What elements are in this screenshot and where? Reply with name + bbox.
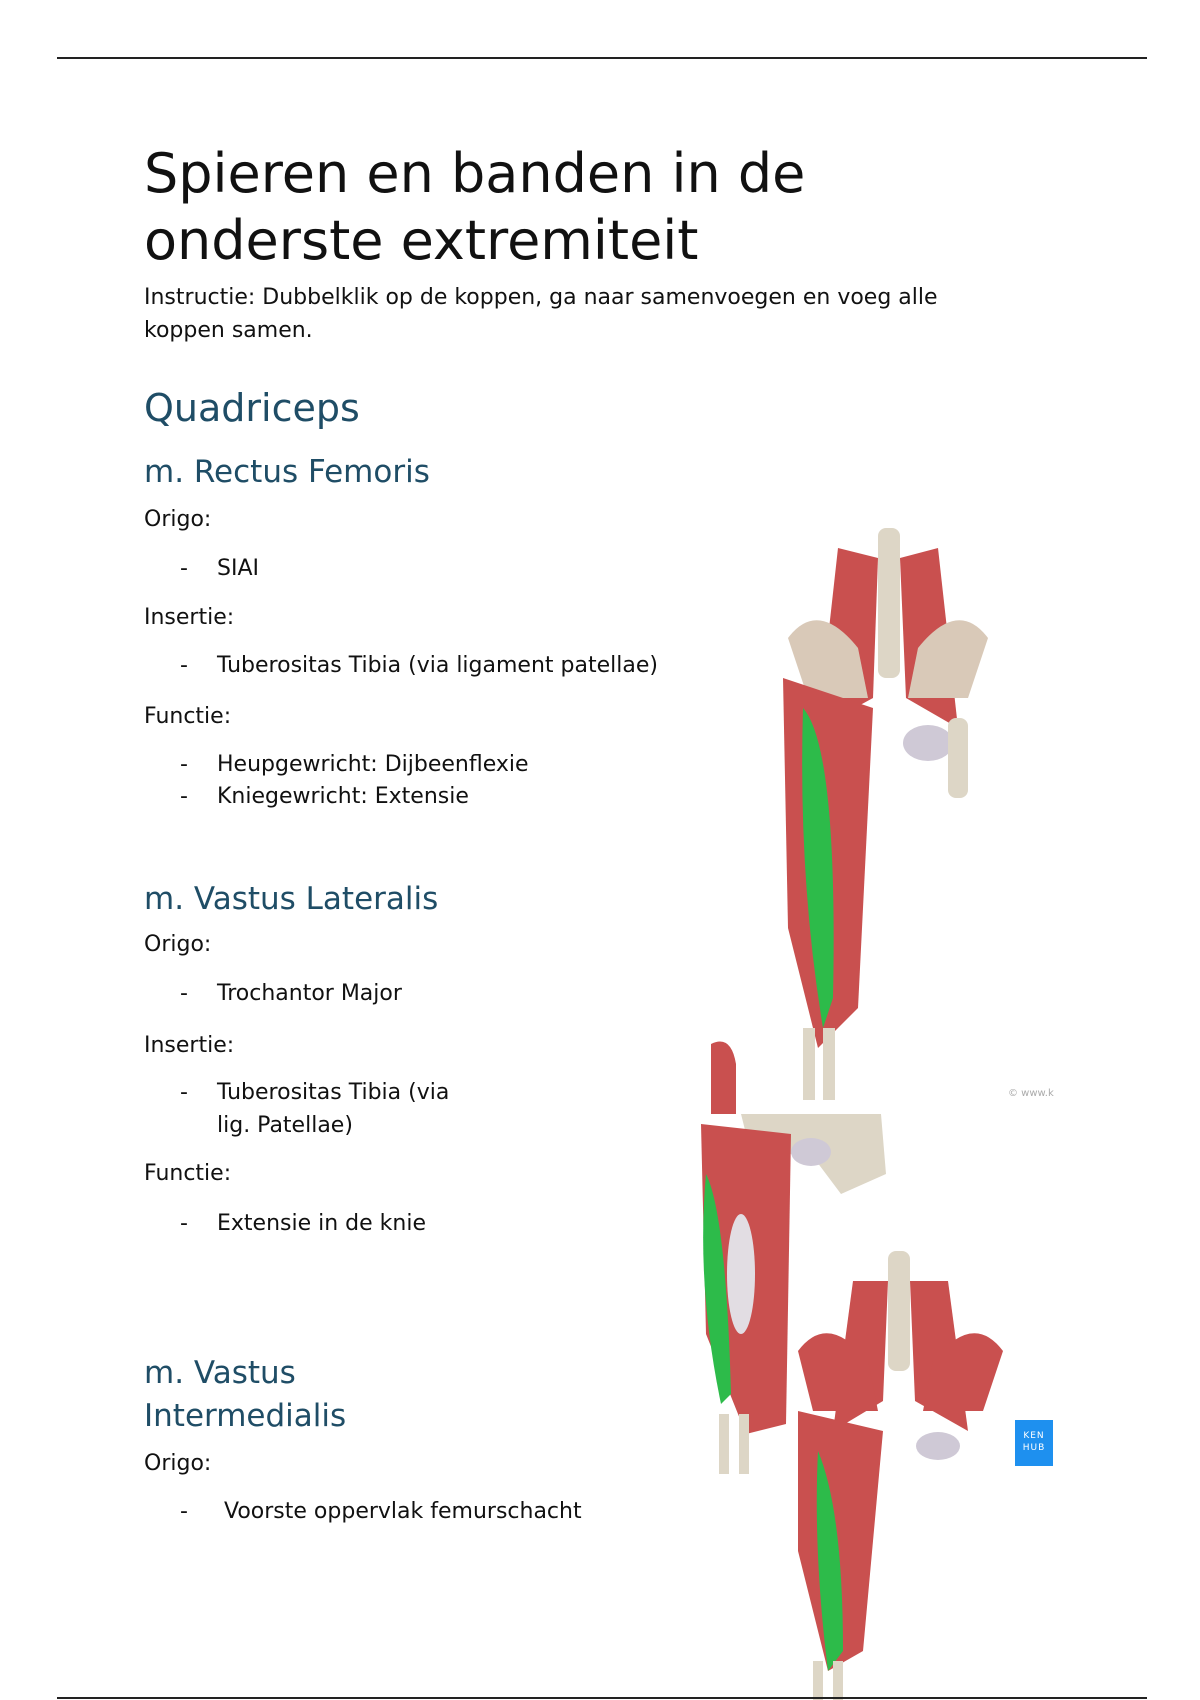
muscle: [711, 1042, 736, 1115]
insertie-item: Tuberositas Tibia (via: [217, 1080, 450, 1105]
bullet-dash: -: [180, 1499, 188, 1524]
insertie-item: Tuberositas Tibia (via ligament patellae): [217, 653, 658, 678]
insertie-label: Insertie:: [144, 1033, 235, 1058]
origo-item: Voorste oppervlak femurschacht: [224, 1499, 582, 1524]
functie-label: Functie:: [144, 1161, 232, 1186]
heading-vastus-lateralis[interactable]: m. Vastus Lateralis: [144, 881, 439, 917]
heading-rectus-femoris[interactable]: m. Rectus Femoris: [144, 454, 430, 490]
bullet-dash: -: [180, 556, 188, 581]
section-heading-quadriceps[interactable]: Quadriceps: [144, 386, 360, 430]
bullet-dash: -: [180, 752, 188, 777]
hip-socket: [916, 1432, 960, 1460]
page-title-line1: Spieren en banden in de: [144, 142, 806, 205]
rectus-femoris-illustration: [778, 528, 1008, 1100]
origo-item: SIAI: [217, 556, 259, 581]
tibia-bone: [813, 1661, 823, 1700]
origo-item: Trochantor Major: [217, 981, 402, 1006]
fibula-bone: [739, 1414, 749, 1474]
bullet-dash: -: [180, 653, 188, 678]
heading-vastus-intermedialis-line2[interactable]: Intermedialis: [144, 1398, 347, 1434]
hip-socket: [903, 725, 953, 761]
insertie-item-cont: lig. Patellae): [217, 1113, 353, 1138]
tibia-bone: [719, 1414, 729, 1474]
top-rule: [57, 57, 1147, 59]
image-watermark: © www.k: [1008, 1088, 1054, 1099]
bullet-dash: -: [180, 1211, 188, 1236]
functie-label: Functie:: [144, 704, 232, 729]
spine-bone: [878, 528, 900, 678]
instruction-line2: koppen samen.: [144, 318, 313, 343]
fibula-bone: [833, 1661, 843, 1700]
bullet-dash: -: [180, 1080, 188, 1105]
heading-vastus-intermedialis-line1[interactable]: m. Vastus: [144, 1355, 296, 1391]
logo-text: KEN: [1023, 1431, 1045, 1442]
page-title-line2: onderste extremiteit: [144, 209, 699, 272]
functie-item: Kniegewricht: Extensie: [217, 784, 469, 809]
origo-label: Origo:: [144, 932, 212, 957]
functie-item: Heupgewricht: Dijbeenflexie: [217, 752, 529, 777]
instruction-line1: Instructie: Dubbelklik op de koppen, ga naar samenvoegen en voeg alle: [144, 285, 938, 310]
hip-socket: [791, 1138, 831, 1166]
bullet-dash: -: [180, 784, 188, 809]
origo-label: Origo:: [144, 507, 212, 532]
tendon: [727, 1214, 755, 1334]
origo-label: Origo:: [144, 1451, 212, 1476]
femur-bone: [948, 718, 968, 798]
bottom-rule: [57, 1697, 1147, 1699]
spine-bone: [888, 1251, 910, 1371]
insertie-label: Insertie:: [144, 605, 235, 630]
functie-item: Extensie in de knie: [217, 1211, 426, 1236]
kenhub-logo: [1015, 1420, 1053, 1466]
vastus-intermedialis-illustration: [783, 1251, 1018, 1700]
bullet-dash: -: [180, 981, 188, 1006]
logo-text: HUB: [1022, 1443, 1046, 1453]
